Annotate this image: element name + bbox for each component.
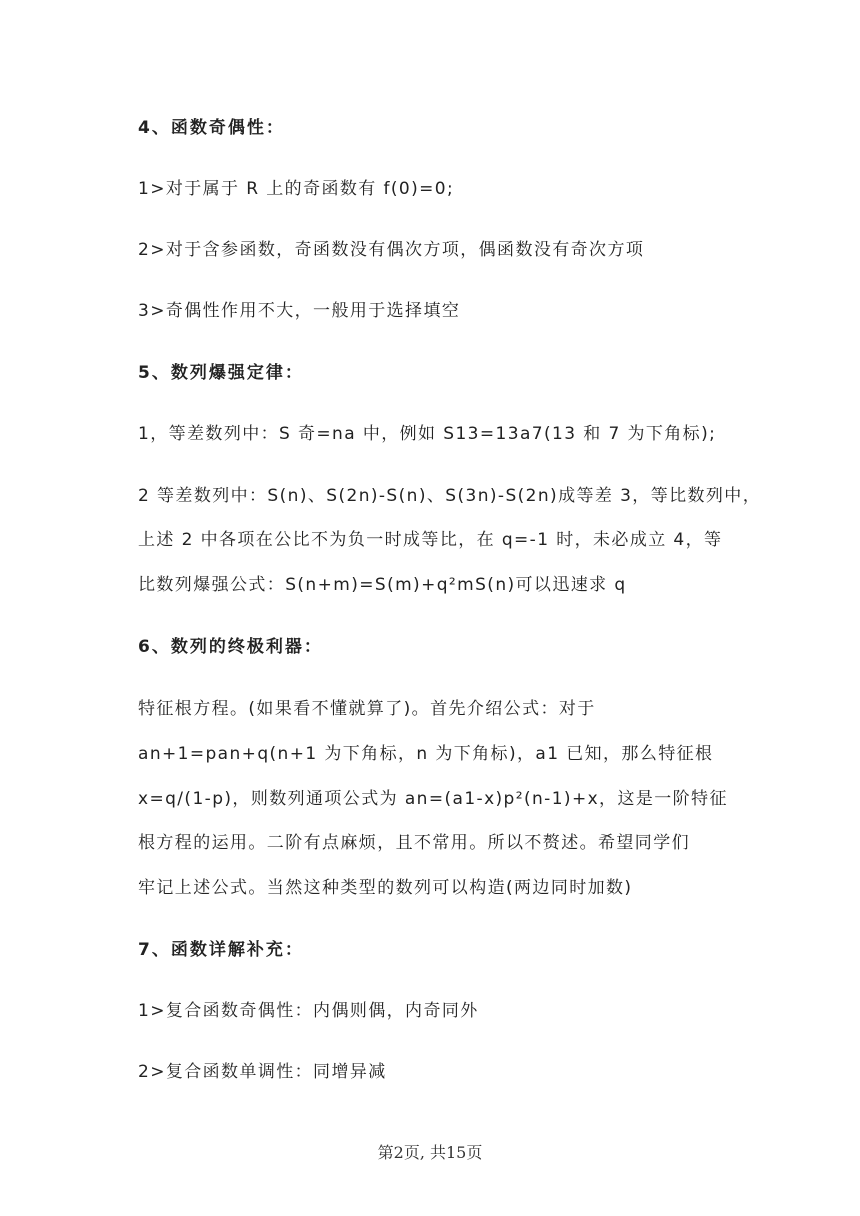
section-heading-6: 6、数列的终极利器： (138, 637, 323, 657)
text-line: 上述 2 中各项在公比不为负一时成等比，在 q=-1 时，未必成立 4，等 (138, 530, 723, 550)
section-heading-4: 4、函数奇偶性： (138, 118, 285, 138)
section-heading-5: 5、数列爆强定律： (138, 363, 304, 383)
text-line: 1>对于属于 R 上的奇函数有 f(0)=0; (138, 179, 455, 199)
text-line: 根方程的运用。二阶有点麻烦，且不常用。所以不赘述。希望同学们 (138, 833, 690, 853)
text-line: 2>复合函数单调性：同增异减 (138, 1062, 387, 1082)
text-line: 2>对于含参函数，奇函数没有偶次方项，偶函数没有奇次方项 (138, 240, 645, 260)
text-line: an+1=pan+q(n+1 为下角标，n 为下角标)，a1 已知，那么特征根 (138, 744, 714, 764)
section-heading-7: 7、函数详解补充： (138, 940, 304, 960)
text-line: 1，等差数列中：S 奇=na 中，例如 S13=13a7(13 和 7 为下角标); (138, 424, 717, 444)
text-line: 牢记上述公式。当然这种类型的数列可以构造(两边同时加数) (138, 878, 633, 898)
text-line: 3>奇偶性作用不大，一般用于选择填空 (138, 301, 461, 321)
text-line: 1>复合函数奇偶性：内偶则偶，内奇同外 (138, 1001, 479, 1021)
text-line: x=q/(1-p)，则数列通项公式为 an=(a1-x)p²(n-1)+x，这是一阶特征 (138, 789, 728, 809)
text-line: 2 等差数列中：S(n)、S(2n)-S(n)、S(3n)-S(2n)成等差 3，等比数列中， (138, 486, 762, 506)
page-footer: 第2页, 共15页 (377, 1143, 483, 1162)
text-line: 特征根方程。(如果看不懂就算了)。首先介绍公式：对于 (138, 699, 596, 719)
text-line: 比数列爆强公式：S(n+m)=S(m)+q²mS(n)可以迅速求 q (138, 575, 627, 595)
